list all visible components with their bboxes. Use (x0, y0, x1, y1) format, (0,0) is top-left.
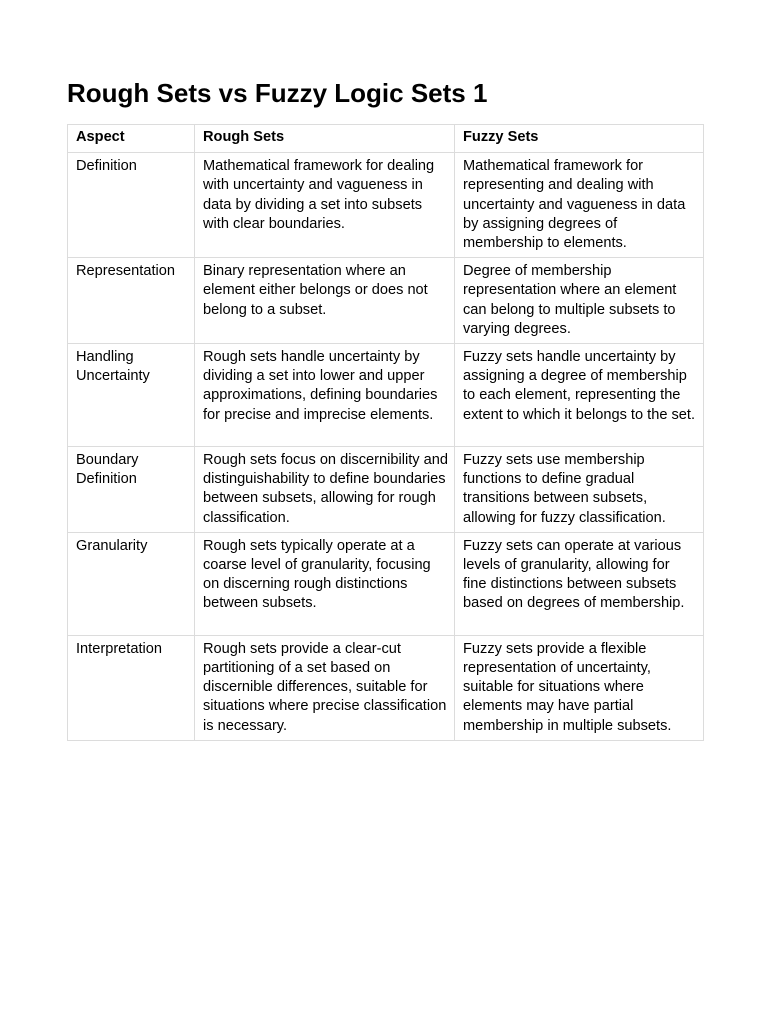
table-header-row (68, 125, 704, 153)
header-aspect: Aspect (68, 125, 195, 153)
aspect-cell: Definition (68, 153, 195, 258)
aspect-cell: Handling Uncertainty (68, 344, 195, 447)
aspect-cell: Representation (68, 258, 195, 344)
table-row (68, 635, 704, 740)
comparison-table (67, 124, 704, 741)
aspect-cell: Interpretation (68, 635, 195, 740)
header-fuzzy-sets: Fuzzy Sets (455, 125, 704, 153)
fuzzy-sets-cell: Fuzzy sets provide a flexible representation of uncertainty, suitable for situations where elements may have partial membership in multiple subsets. (455, 635, 704, 740)
rough-sets-cell: Rough sets focus on discernibility and distinguishability to define boundaries between subsets, allowing for rough classification. (195, 447, 455, 533)
table-row (68, 258, 704, 344)
aspect-cell: Granularity (68, 532, 195, 635)
rough-sets-cell: Rough sets handle uncertainty by dividing a set into lower and upper approximations, defining boundaries for precise and imprecise elements. (195, 344, 455, 447)
rough-sets-cell: Rough sets provide a clear-cut partitioning of a set based on discernible differences, suitable for situations where precise classification is necessary. (195, 635, 455, 740)
table-row (68, 532, 704, 635)
page-title: Rough Sets vs Fuzzy Logic Sets 1 (67, 78, 488, 108)
header-rough-sets: Rough Sets (195, 125, 455, 153)
table-row (68, 153, 704, 258)
aspect-cell: Boundary Definition (68, 447, 195, 533)
table-row (68, 447, 704, 533)
table-row (68, 344, 704, 447)
fuzzy-sets-cell: Mathematical framework for representing and dealing with uncertainty and vagueness in data by assigning degrees of membership to elements. (455, 153, 704, 258)
fuzzy-sets-cell: Fuzzy sets can operate at various levels of granularity, allowing for fine distinctions between subsets based on degrees of membership. (455, 532, 704, 635)
fuzzy-sets-cell: Fuzzy sets use membership functions to define gradual transitions between subsets, allowing for fuzzy classification. (455, 447, 704, 533)
rough-sets-cell: Binary representation where an element either belongs or does not belong to a subset. (195, 258, 455, 344)
fuzzy-sets-cell: Fuzzy sets handle uncertainty by assigning a degree of membership to each element, representing the extent to which it belongs to the set. (455, 344, 704, 447)
rough-sets-cell: Rough sets typically operate at a coarse level of granularity, focusing on discerning rough distinctions between subsets. (195, 532, 455, 635)
rough-sets-cell: Mathematical framework for dealing with uncertainty and vagueness in data by dividing a set into subsets with clear boundaries. (195, 153, 455, 258)
fuzzy-sets-cell: Degree of membership representation where an element can belong to multiple subsets to varying degrees. (455, 258, 704, 344)
